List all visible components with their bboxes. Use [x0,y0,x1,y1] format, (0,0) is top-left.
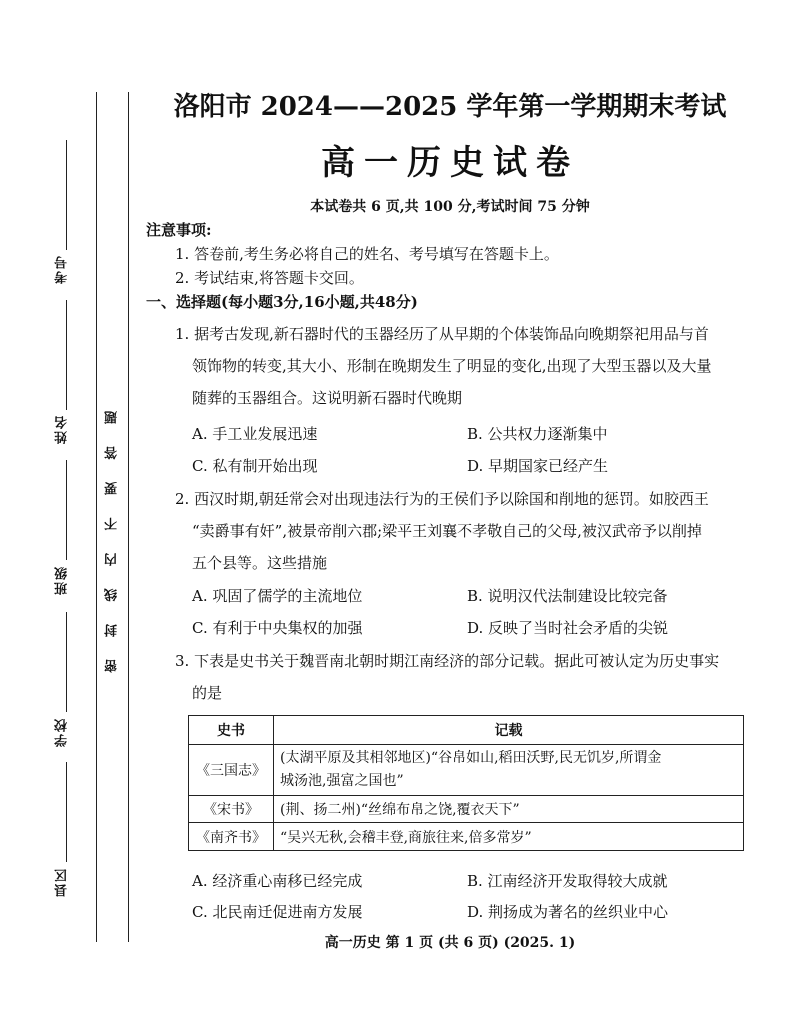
question-2-option-d[interactable]: D. 反映了当时社会矛盾的尖锐 [467,619,669,637]
field-line-exam-number [66,140,67,250]
question-1-option-c[interactable]: C. 私有制开始出现 [192,457,318,475]
record-line: 城汤池,强富之国也” [280,773,404,789]
record-line: “吴兴无秋,会稽丰登,商旅往来,倍多常岁” [280,829,532,846]
notes-item-1: 1. 答卷前,考生务必将自己的姓名、考号填写在答题卡上。 [175,245,559,263]
question-1-option-b[interactable]: B. 公共权力逐渐集中 [467,425,608,443]
field-label-school: 学校 [55,717,70,747]
question-2-option-a[interactable]: A. 巩固了儒学的主流地位 [192,587,363,605]
question-3-option-d[interactable]: D. 荆扬成为著名的丝织业中心 [467,903,669,921]
question-2-line-2: “卖爵事有奸”,被景帝削六郡;梁平王刘襄不孝敬自己的父母,被汉武帝予以削掉 [192,522,702,540]
question-3-option-c[interactable]: C. 北民南迁促进南方发展 [192,903,363,921]
question-1-line-3: 随葬的玉器组合。这说明新石器时代晚期 [192,389,463,407]
table-row [189,823,744,851]
field-line-name [66,300,67,410]
exam-title: 洛阳市 2024——2025 学年第一学期期末考试 [173,92,727,122]
question-2-option-b[interactable]: B. 说明汉代法制建设比较完备 [467,587,668,605]
table-row [189,796,744,823]
table-cell-record [274,745,744,796]
table-row [189,745,744,796]
question-3-line-1: 3. 下表是史书关于魏晋南北朝时期江南经济的部分记载。据此可被认定为历史事实 [175,652,720,670]
table-cell-record [274,823,744,851]
table-cell-source: 《宋书》 [189,796,274,823]
section-heading: 一、选择题(每小题3分,16小题,共48分) [146,293,418,311]
notes-item-2: 2. 考试结束,将答题卡交回。 [175,269,364,287]
history-records-table [188,715,744,851]
question-2-line-1: 2. 西汉时期,朝廷常会对出现违法行为的王侯们予以除国和削地的惩罚。如胶西王 [175,490,709,508]
binding-line-inner [128,92,129,942]
question-1-option-a[interactable]: A. 手工业发展迅速 [192,425,318,443]
field-line-class [66,460,67,560]
notes-heading: 注意事项: [146,221,212,239]
record-line: (太湖平原及其相邻地区)“谷帛如山,稻田沃野,民无饥岁,所谓金 [280,750,662,766]
table-cell-record [274,796,744,823]
question-2-line-3: 五个县等。这些措施 [192,554,328,572]
question-2-option-c[interactable]: C. 有利于中央集权的加强 [192,619,363,637]
field-label-name: 姓名 [55,414,70,444]
table-header-row [189,716,744,745]
field-line-school [66,612,67,712]
question-1-line-1: 1. 据考古发现,新石器时代的玉器经历了从早期的个体装饰品向晚期祭祀用品与首 [175,325,709,343]
table-header-source: 史书 [189,716,274,745]
table-header-record: 记载 [274,716,744,745]
seal-line-notice: 密 封 线 内 不 要 答 题 [105,402,120,673]
question-3-option-a[interactable]: A. 经济重心南移已经完成 [192,872,363,890]
question-1-option-d[interactable]: D. 早期国家已经产生 [467,457,609,475]
field-label-county: 县区 [55,867,70,897]
page-footer: 高一历史 第 1 页 (共 6 页) (2025. 1) [324,935,576,951]
question-3-option-b[interactable]: B. 江南经济开发取得较大成就 [467,872,668,890]
table-cell-source: 《三国志》 [189,745,274,796]
binding-line-outer [96,92,97,942]
field-label-class: 班级 [55,565,70,595]
question-3-line-2: 的是 [192,684,223,702]
paper-info: 本试卷共 6 页,共 100 分,考试时间 75 分钟 [310,199,590,215]
field-label-exam-number: 考号 [55,254,70,284]
question-1-line-2: 领饰物的转变,其大小、形制在晚期发生了明显的变化,出现了大型玉器以及大量 [192,357,712,375]
record-line: (荆、扬二州)“丝绵布帛之饶,覆衣天下” [280,802,520,818]
field-line-county [66,762,67,862]
paper-subtitle: 高一历史试卷 [321,143,579,183]
table-cell-source: 《南齐书》 [189,823,274,851]
